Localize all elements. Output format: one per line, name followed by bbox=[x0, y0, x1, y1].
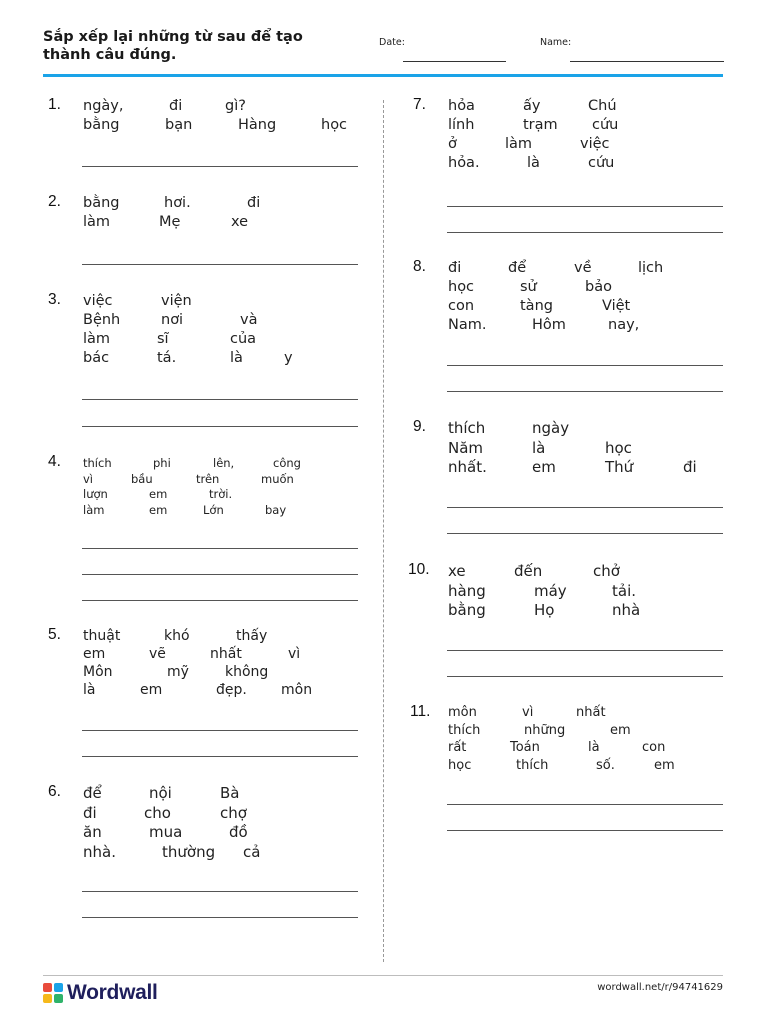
word-tile[interactable]: Năm bbox=[448, 438, 484, 457]
word-tile[interactable]: những bbox=[524, 722, 566, 738]
word-tile[interactable]: ngày bbox=[532, 419, 570, 438]
word-tile[interactable]: không bbox=[225, 663, 269, 680]
answer-line[interactable] bbox=[82, 600, 358, 601]
word-tile[interactable]: là bbox=[230, 349, 243, 366]
answer-line[interactable] bbox=[447, 391, 723, 392]
answer-line[interactable] bbox=[447, 830, 723, 831]
word-tile[interactable]: trạm bbox=[523, 116, 558, 133]
word-tile[interactable]: đồ bbox=[229, 823, 248, 842]
question-number: 10. bbox=[408, 561, 430, 578]
answer-line[interactable] bbox=[447, 804, 723, 805]
word-tile[interactable]: để bbox=[83, 784, 102, 803]
word-tile[interactable]: sử bbox=[520, 278, 537, 295]
word-tile[interactable]: tá. bbox=[157, 349, 177, 366]
word-tile[interactable]: cho bbox=[144, 803, 171, 822]
answer-line[interactable] bbox=[82, 574, 358, 575]
word-tile[interactable]: thích bbox=[516, 757, 549, 773]
word-tile[interactable]: máy bbox=[534, 581, 567, 600]
word-tile[interactable]: nhất. bbox=[448, 458, 487, 477]
answer-line[interactable] bbox=[447, 365, 723, 366]
word-tile[interactable]: về bbox=[574, 259, 592, 276]
word-tile[interactable]: nội bbox=[149, 784, 172, 803]
logo-tile bbox=[54, 983, 63, 992]
column-divider bbox=[383, 100, 384, 962]
word-tile[interactable]: nhất bbox=[576, 705, 606, 721]
word-tile[interactable]: nay, bbox=[608, 316, 640, 333]
word-tile[interactable]: của bbox=[230, 330, 257, 347]
word-tile[interactable]: cứu bbox=[588, 154, 615, 171]
answer-line[interactable] bbox=[82, 891, 358, 892]
word-tile[interactable]: phi bbox=[153, 456, 171, 470]
word-tile[interactable]: học bbox=[321, 116, 348, 133]
word-tile[interactable]: Nam. bbox=[448, 316, 487, 333]
answer-line[interactable] bbox=[447, 533, 723, 534]
word-tile[interactable]: hỏa bbox=[448, 97, 475, 114]
question-number: 1. bbox=[48, 96, 61, 113]
word-tile[interactable]: việc bbox=[83, 292, 113, 309]
word-tile[interactable]: rất bbox=[448, 740, 467, 756]
word-tile[interactable]: viện bbox=[161, 292, 192, 309]
word-tile[interactable]: là bbox=[532, 438, 546, 457]
word-tile[interactable]: Chú bbox=[588, 97, 617, 114]
word-tile[interactable]: em bbox=[140, 681, 163, 698]
word-tile[interactable]: nhất bbox=[210, 645, 242, 662]
header-divider bbox=[43, 74, 723, 77]
answer-line[interactable] bbox=[447, 650, 723, 651]
word-tile[interactable]: bay bbox=[265, 502, 287, 517]
word-tile[interactable]: đi bbox=[247, 194, 261, 211]
name-label: Name: bbox=[540, 37, 572, 48]
question-number: 4. bbox=[48, 453, 61, 470]
question-number: 11. bbox=[410, 703, 431, 720]
question-number: 3. bbox=[48, 291, 61, 308]
logo-tile bbox=[54, 994, 63, 1003]
wordwall-logo bbox=[43, 981, 158, 1005]
word-tile[interactable]: bằng bbox=[83, 116, 120, 133]
word-tile[interactable]: lên, bbox=[213, 456, 235, 470]
word-tile[interactable]: vì bbox=[522, 705, 534, 721]
answer-line[interactable] bbox=[82, 399, 358, 400]
question-number: 8. bbox=[413, 258, 426, 275]
question-number: 6. bbox=[48, 783, 61, 800]
word-tile[interactable]: Hôm bbox=[532, 316, 566, 333]
word-tile[interactable]: xe bbox=[448, 562, 466, 581]
word-tile[interactable]: chở bbox=[593, 562, 620, 581]
word-tile[interactable]: tàng bbox=[520, 297, 553, 314]
question-number: 7. bbox=[413, 96, 426, 113]
logo-tile bbox=[43, 983, 52, 992]
word-tile[interactable]: nơi bbox=[161, 311, 184, 328]
word-tile[interactable]: ở bbox=[448, 135, 457, 152]
answer-line[interactable] bbox=[82, 730, 358, 731]
word-tile[interactable]: em bbox=[83, 645, 106, 662]
answer-line[interactable] bbox=[82, 756, 358, 757]
word-tile[interactable]: là bbox=[588, 740, 600, 756]
word-tile[interactable]: Việt bbox=[602, 297, 631, 314]
activity-url: wordwall.net/r/94741629 bbox=[597, 982, 723, 993]
date-label: Date: bbox=[379, 37, 405, 48]
word-tile[interactable]: việc bbox=[580, 135, 610, 152]
word-tile[interactable]: Môn bbox=[83, 663, 113, 680]
word-tile[interactable]: làm bbox=[83, 502, 105, 517]
word-tile[interactable]: đẹp. bbox=[216, 681, 247, 698]
word-tile[interactable]: đi bbox=[83, 803, 97, 822]
answer-line[interactable] bbox=[447, 676, 723, 677]
word-tile[interactable]: đi bbox=[169, 97, 183, 114]
word-tile[interactable]: Thứ bbox=[605, 458, 634, 477]
word-tile[interactable]: mỹ bbox=[167, 663, 189, 680]
word-tile[interactable]: Lớn bbox=[203, 502, 224, 517]
word-tile[interactable]: em bbox=[149, 502, 168, 517]
word-tile[interactable]: xe bbox=[231, 213, 249, 230]
word-tile[interactable]: bằng bbox=[448, 601, 486, 620]
word-tile[interactable]: lịch bbox=[638, 259, 664, 276]
logo-tile bbox=[43, 994, 52, 1003]
word-tile[interactable]: nhà bbox=[612, 601, 641, 620]
word-tile[interactable]: trên bbox=[196, 471, 220, 486]
word-tile[interactable]: trời. bbox=[209, 487, 233, 501]
word-tile[interactable]: vì bbox=[83, 471, 94, 486]
footer-divider bbox=[43, 975, 723, 976]
word-tile[interactable]: em bbox=[610, 722, 631, 738]
word-tile[interactable]: Hàng bbox=[238, 116, 277, 133]
worksheet-title: Sắp xếp lại những từ sau để tạo thành câu đúng. bbox=[43, 29, 303, 63]
brand-name: Wordwall bbox=[67, 981, 158, 1004]
word-tile[interactable]: là bbox=[527, 154, 540, 171]
word-tile[interactable]: số. bbox=[596, 757, 615, 773]
word-tile[interactable]: vì bbox=[288, 645, 301, 662]
word-tile[interactable]: lính bbox=[448, 116, 475, 133]
word-tile[interactable]: em bbox=[149, 487, 168, 501]
word-tile[interactable]: vẽ bbox=[149, 645, 166, 662]
word-tile[interactable]: hàng bbox=[448, 581, 486, 600]
answer-line[interactable] bbox=[447, 232, 723, 233]
word-tile[interactable]: hơi. bbox=[164, 194, 191, 211]
word-tile[interactable]: bạn bbox=[165, 116, 193, 133]
word-tile[interactable]: để bbox=[508, 259, 527, 276]
word-tile[interactable]: môn bbox=[448, 705, 477, 721]
word-tile[interactable]: thấy bbox=[236, 627, 268, 644]
word-tile[interactable]: thích bbox=[83, 456, 112, 470]
answer-line[interactable] bbox=[82, 166, 358, 167]
answer-line[interactable] bbox=[82, 426, 358, 427]
word-tile[interactable]: Họ bbox=[534, 601, 555, 620]
word-tile[interactable]: làm bbox=[83, 330, 111, 347]
word-tile[interactable]: Bà bbox=[220, 784, 240, 803]
word-tile[interactable]: sĩ bbox=[157, 330, 169, 347]
word-tile[interactable]: Mẹ bbox=[159, 213, 181, 230]
word-tile[interactable]: đi bbox=[448, 259, 462, 276]
date-field-line[interactable] bbox=[403, 61, 506, 62]
answer-line[interactable] bbox=[447, 206, 723, 207]
word-tile[interactable]: môn bbox=[281, 681, 313, 698]
word-tile[interactable]: gì? bbox=[225, 97, 246, 114]
word-tile[interactable]: ngày, bbox=[83, 97, 124, 114]
word-tile[interactable]: ấy bbox=[523, 97, 541, 114]
word-tile[interactable]: công bbox=[273, 456, 301, 470]
answer-line[interactable] bbox=[82, 548, 358, 549]
word-tile[interactable]: ăn bbox=[83, 823, 102, 842]
answer-line[interactable] bbox=[82, 264, 358, 265]
name-field-line[interactable] bbox=[570, 61, 724, 62]
answer-line[interactable] bbox=[447, 507, 723, 508]
word-tile[interactable]: con bbox=[642, 740, 666, 756]
word-tile[interactable]: học bbox=[605, 438, 632, 457]
word-tile[interactable]: làm bbox=[83, 213, 111, 230]
word-tile[interactable]: thích bbox=[448, 419, 486, 438]
word-tile[interactable]: nhà. bbox=[83, 842, 116, 861]
word-tile[interactable]: y bbox=[284, 349, 293, 366]
word-tile[interactable]: bằng bbox=[83, 194, 120, 211]
word-tile[interactable]: đến bbox=[514, 562, 543, 581]
word-tile[interactable]: thích bbox=[448, 722, 481, 738]
word-tile[interactable]: đi bbox=[683, 458, 697, 477]
word-tile[interactable]: bầu bbox=[131, 471, 153, 486]
word-tile[interactable]: cứu bbox=[592, 116, 619, 133]
word-tile[interactable]: học bbox=[448, 278, 475, 295]
answer-line[interactable] bbox=[82, 917, 358, 918]
word-tile[interactable]: làm bbox=[505, 135, 533, 152]
word-tile[interactable]: em bbox=[532, 458, 556, 477]
word-tile[interactable]: chợ bbox=[220, 803, 247, 822]
question-number: 5. bbox=[48, 626, 61, 643]
word-tile[interactable]: muốn bbox=[261, 471, 294, 486]
word-tile[interactable]: học bbox=[448, 757, 472, 773]
word-tile[interactable]: thuật bbox=[83, 627, 121, 644]
word-tile[interactable]: Bệnh bbox=[83, 311, 121, 328]
word-tile[interactable]: cả bbox=[243, 842, 261, 861]
word-tile[interactable]: bác bbox=[83, 349, 110, 366]
word-tile[interactable]: và bbox=[240, 311, 258, 328]
word-tile[interactable]: mua bbox=[149, 823, 183, 842]
word-tile[interactable]: em bbox=[654, 757, 675, 773]
word-tile[interactable]: thường bbox=[162, 842, 216, 861]
question-number: 9. bbox=[413, 418, 426, 435]
word-tile[interactable]: khó bbox=[164, 627, 190, 644]
word-tile[interactable]: con bbox=[448, 297, 475, 314]
question-number: 2. bbox=[48, 193, 61, 210]
word-tile[interactable]: bảo bbox=[585, 278, 612, 295]
word-tile[interactable]: hỏa. bbox=[448, 154, 480, 171]
word-tile[interactable]: tải. bbox=[612, 581, 637, 600]
word-tile[interactable]: Toán bbox=[510, 740, 540, 756]
wordwall-logo-icon bbox=[43, 983, 63, 1003]
word-tile[interactable]: lượn bbox=[83, 487, 108, 501]
word-tile[interactable]: là bbox=[83, 681, 96, 698]
